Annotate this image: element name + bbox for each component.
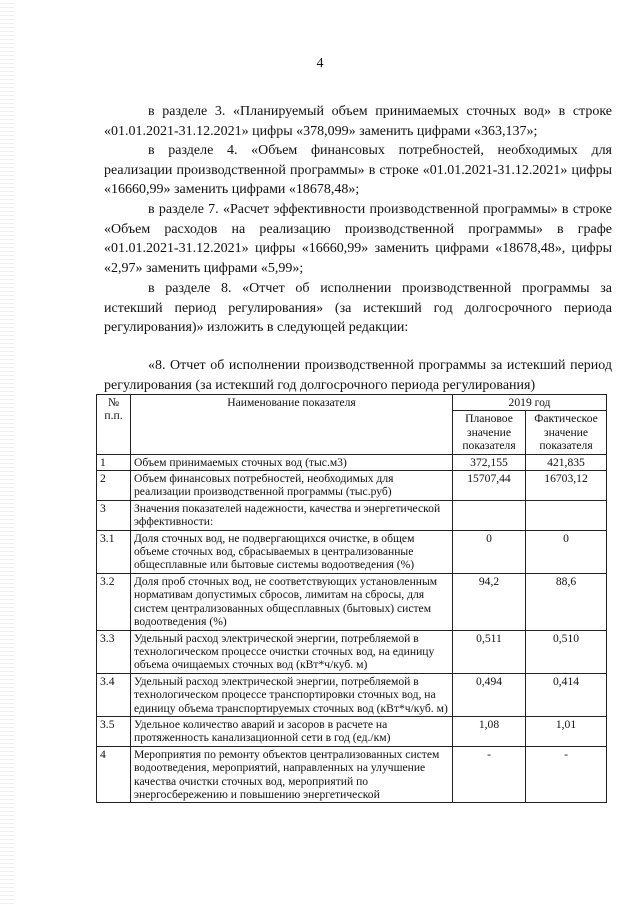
paragraph-section-7: в разделе 7. «Расчет эффективности производственной программы» в строке «Объем расходов на реализацию производственной программы» в графе «01.01.2021-31.12.2021» цифры «16660,99» заменить цифрами «18678,48», цифры «2,97» заменить цифрами «5,99»; bbox=[104, 202, 612, 276]
header-num: № п.п. bbox=[97, 395, 131, 455]
row-name: Удельное количество аварий и засоров в расчете на протяженность канализационной сети в год (ед./км) bbox=[131, 716, 453, 746]
row-fact: 88,6 bbox=[526, 573, 607, 630]
page-number: 4 bbox=[316, 56, 324, 71]
paragraph-section-4: в разделе 4. «Объем финансовых потребностей, необходимых для реализации производственной программы» в строке «01.01.2021-31.12.2021» цифры «16660,99» заменить цифрами «18678,48»; bbox=[104, 143, 612, 197]
row-name: Доля сточных вод, не подвергающихся очистке, в общем объеме сточных вод, сбрасываемых в централизованные общесплавные или бытовые системы водоотведения (%) bbox=[131, 530, 453, 573]
table-row bbox=[97, 716, 607, 746]
row-num: 3.1 bbox=[97, 530, 131, 573]
paragraph-section-8: в разделе 8. «Отчет об исполнении производственной программы за истекший период регулирования» (за истекший год долгосрочного периода регулирования)» изложить в следующей редакции: bbox=[104, 281, 612, 335]
header-year: 2019 год bbox=[453, 395, 607, 411]
table-row bbox=[97, 673, 607, 716]
row-num: 3 bbox=[97, 500, 131, 530]
row-name: Удельный расход электрической энергии, потребляемой в технологическом процессе очистки сточных вод, на единицу объема очищаемых сточных вод (кВт*ч/куб. м) bbox=[131, 630, 453, 673]
table-row bbox=[97, 471, 607, 501]
table-row bbox=[97, 530, 607, 573]
header-name: Наименование показателя bbox=[131, 395, 453, 455]
table-row bbox=[97, 454, 607, 470]
row-name: Объем финансовых потребностей, необходимых для реализации производственной программы (тыс.руб) bbox=[131, 471, 453, 501]
row-plan: 0,511 bbox=[453, 630, 526, 673]
row-plan: 372,155 bbox=[453, 454, 526, 470]
table-row bbox=[97, 746, 607, 803]
row-plan: 94,2 bbox=[453, 573, 526, 630]
paragraph-section-3: в разделе 3. «Планируемый объем принимаемых сточных вод» в строке «01.01.2021-31.12.2021» цифры «378,099» заменить цифрами «363,137»; bbox=[104, 104, 612, 139]
row-num: 3.5 bbox=[97, 716, 131, 746]
row-fact: 0,510 bbox=[526, 630, 607, 673]
row-fact: 16703,12 bbox=[526, 471, 607, 501]
row-fact: 421,835 bbox=[526, 454, 607, 470]
row-name: Значения показателей надежности, качества и энергетической эффективности: bbox=[131, 500, 453, 530]
header-fact: Фактическое значение показателя bbox=[526, 411, 607, 454]
row-num: 1 bbox=[97, 454, 131, 470]
report-table bbox=[96, 394, 607, 803]
row-num: 3.3 bbox=[97, 630, 131, 673]
row-fact: 0,414 bbox=[526, 673, 607, 716]
row-plan: 1,08 bbox=[453, 716, 526, 746]
row-num: 4 bbox=[97, 746, 131, 803]
table-row bbox=[97, 630, 607, 673]
header-plan: Плановое значение показателя bbox=[453, 411, 526, 454]
row-plan: 0 bbox=[453, 530, 526, 573]
row-plan: 0,494 bbox=[453, 673, 526, 716]
row-num: 3.4 bbox=[97, 673, 131, 716]
row-name: Удельный расход электрической энергии, потребляемой в технологическом процессе транспортировки сточных вод, на единицу объема транспортируемых сточных вод (кВт*ч/куб. м) bbox=[131, 673, 453, 716]
scan-margin bbox=[0, 0, 14, 905]
row-num: 2 bbox=[97, 471, 131, 501]
row-name: Мероприятия по ремонту объектов централизованных систем водоотведения, мероприятий, направленных на улучшение качества очистки сточных вод, мероприятий по энергосбережению и повышению энергетической bbox=[131, 746, 453, 803]
table-row bbox=[97, 500, 607, 530]
row-plan bbox=[453, 500, 526, 530]
row-fact: 0 bbox=[526, 530, 607, 573]
row-name: Объем принимаемых сточных вод (тыс.м3) bbox=[131, 454, 453, 470]
row-plan: - bbox=[453, 746, 526, 803]
row-name: Доля проб сточных вод, не соответствующих установленным нормативам допустимых сбросов, лимитам на сбросы, для систем централизованных общесплавных (бытовых) систем водоотведения (%) bbox=[131, 573, 453, 630]
row-fact: 1,01 bbox=[526, 716, 607, 746]
row-fact: - bbox=[526, 746, 607, 803]
row-num: 3.2 bbox=[97, 573, 131, 630]
row-plan: 15707,44 bbox=[453, 471, 526, 501]
row-fact bbox=[526, 500, 607, 530]
report-heading: «8. Отчет об исполнении производственной программы за истекший период регулирования (за истекший год долгосрочного периода регулирования) bbox=[104, 358, 612, 393]
table-row bbox=[97, 573, 607, 630]
